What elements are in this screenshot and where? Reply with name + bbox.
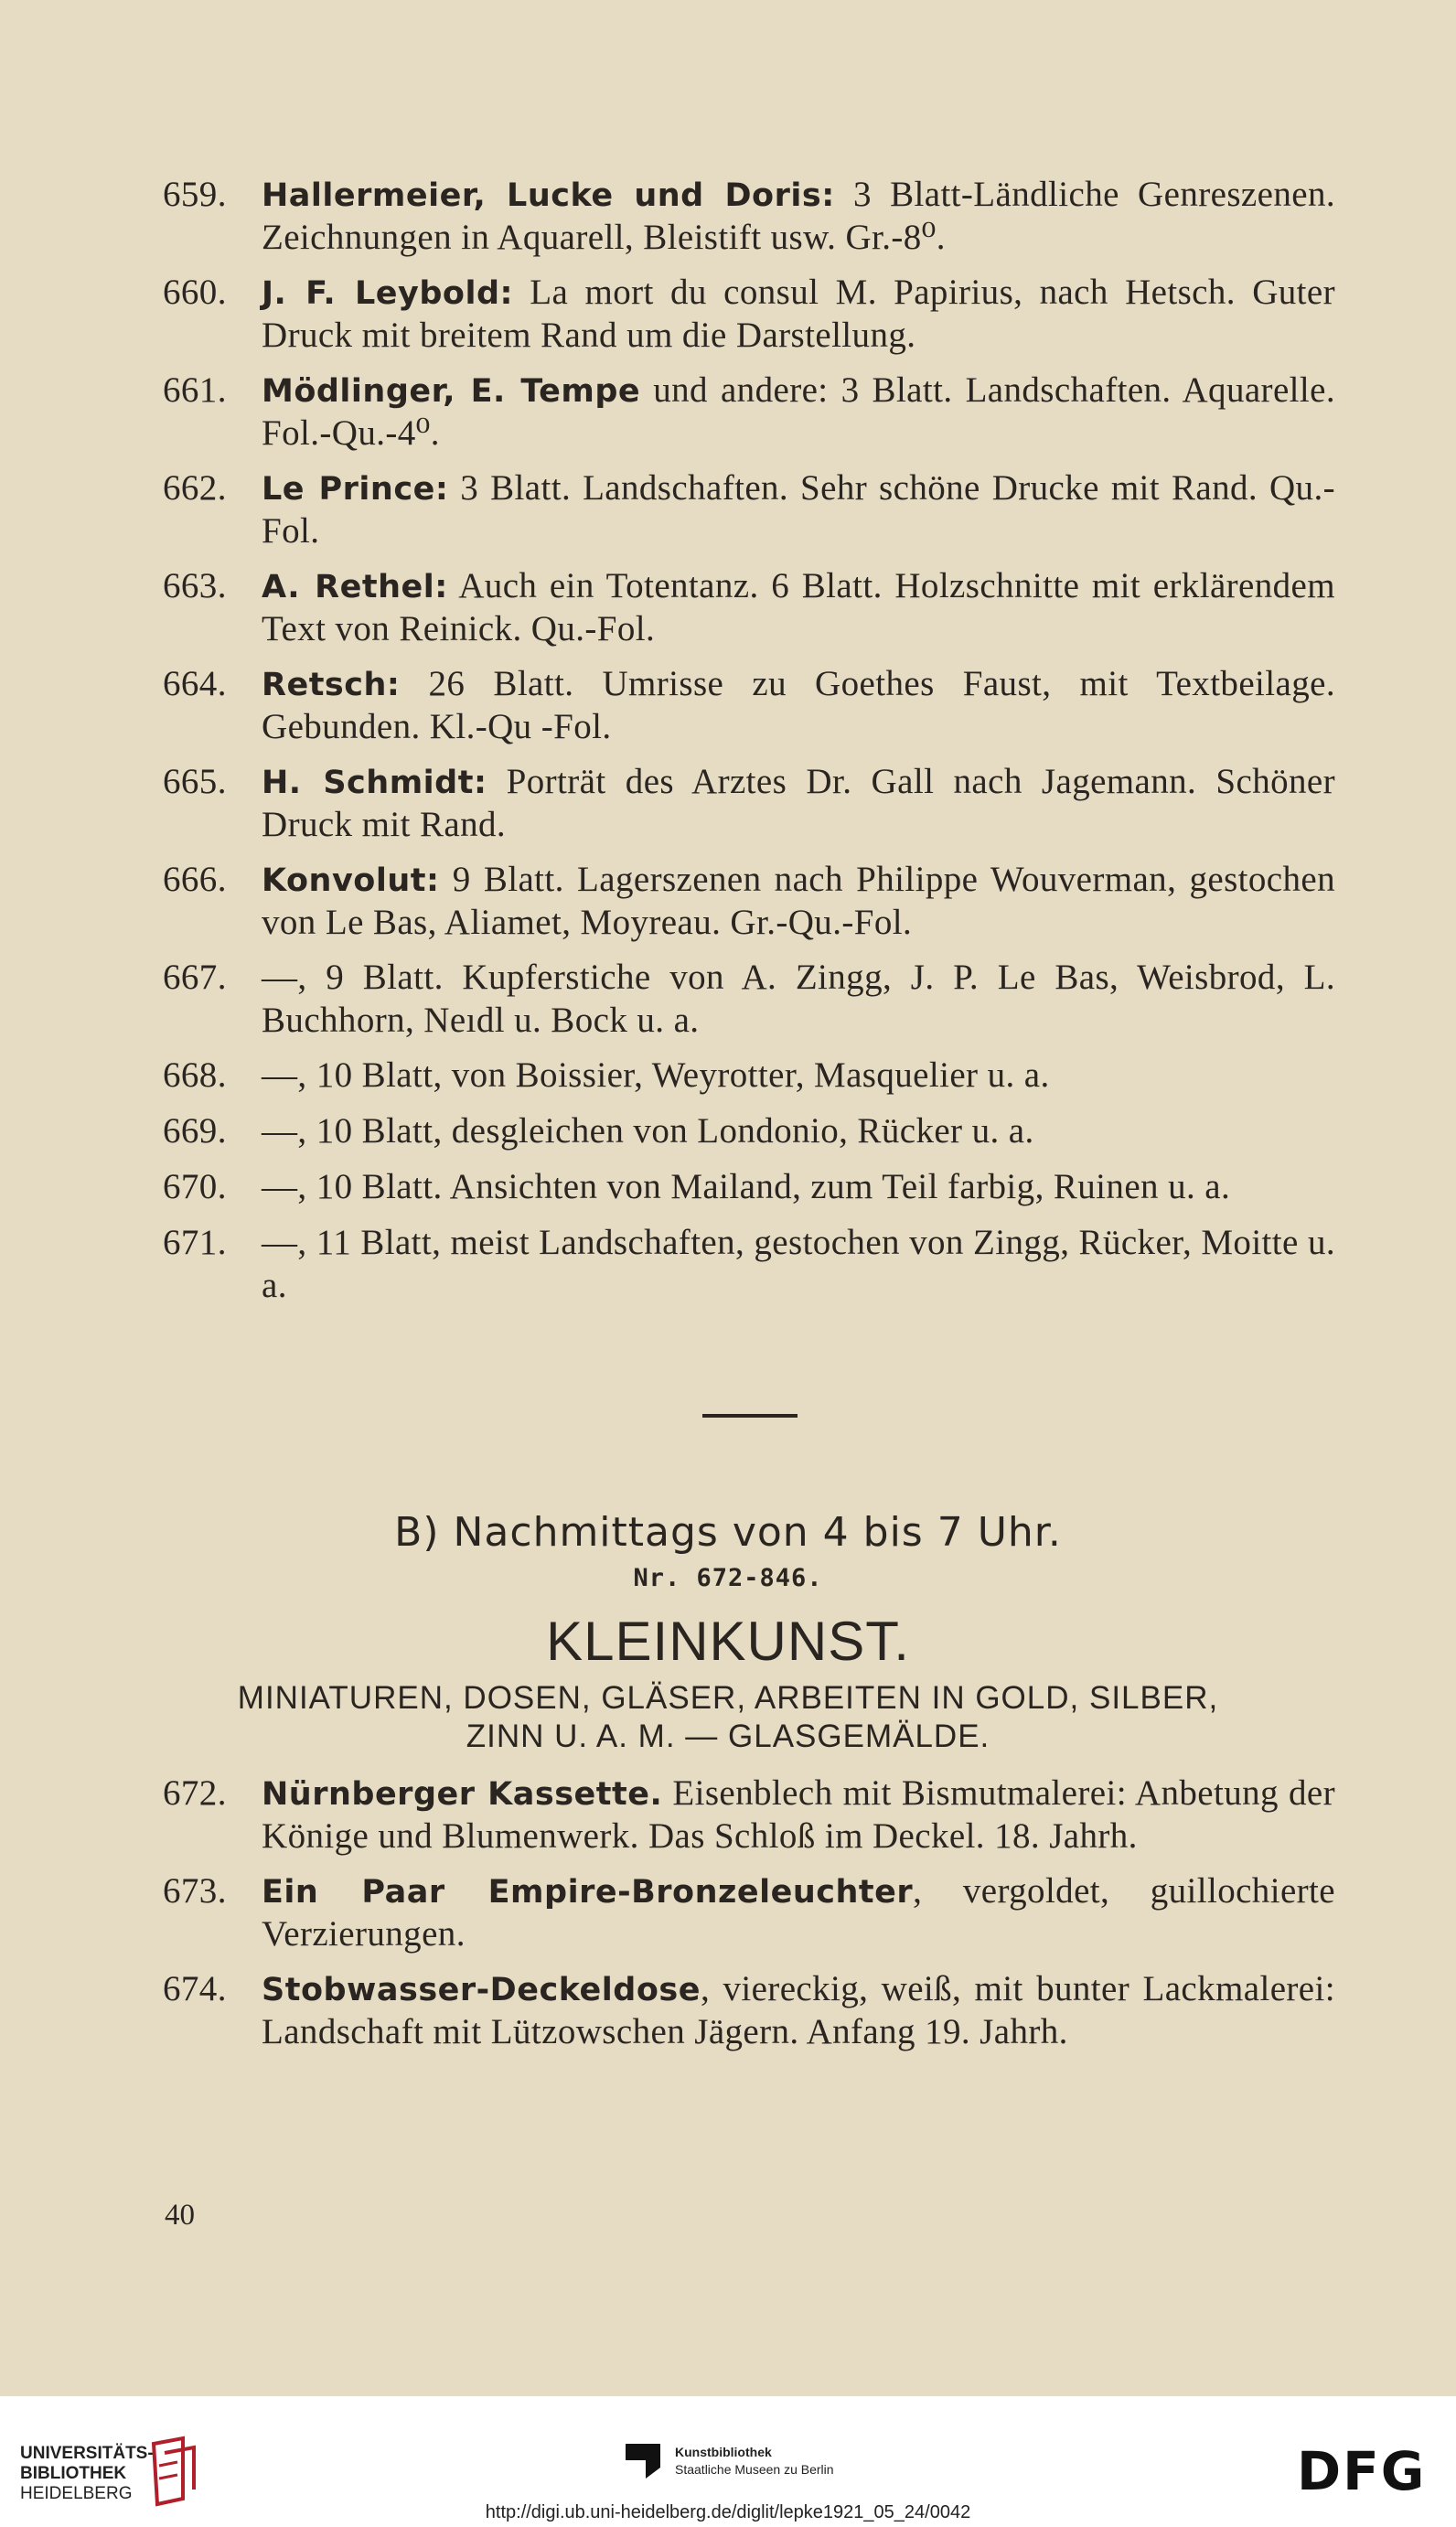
entry-number: 665. [163, 762, 227, 801]
entry-name: Ein Paar Empire-Bronzeleuchter [262, 1874, 914, 1911]
kunstbibliothek-logo-icon [622, 2440, 664, 2487]
entry-text: und andere: 3 Blatt. Landschaften. Aquarelle. Fol.-Qu.-4⁰. [262, 370, 1335, 453]
entry-number: 672. [163, 1773, 227, 1813]
entry-name: Hallermeier, Lucke und Doris: [262, 177, 835, 214]
section-subtitle [137, 1679, 1319, 1756]
entry-text: 3 Blatt-Ländliche Genreszenen. Zeichnungen in Aquarell, Bleistift usw. Gr.-8⁰. [262, 175, 1335, 257]
entry-name: J. F. Leybold: [262, 275, 514, 312]
entry-body [262, 663, 1335, 748]
entry-number: 668. [163, 1055, 227, 1095]
entry-text: 3 Blatt. Landschaften. Sehr schöne Drucke mit Rand. Qu.-Fol. [262, 468, 1335, 551]
entry-text: , viereckig, weiß, mit bunter Lackmalerei: Landschaft mit Lützowschen Jägern. Anfang 19. Jahrh. [262, 1969, 1335, 2051]
section-range: Nr. 672-846. [633, 1564, 823, 1592]
ub-emblem-icon [146, 2435, 205, 2512]
entry-number: 660. [163, 273, 227, 312]
entry-text: 26 Blatt. Umrisse zu Goethes Faust, mit Textbeilage. Gebunden. Kl.-Qu -Fol. [262, 664, 1335, 746]
permalink-url[interactable]: http://digi.ub.uni-heidelberg.de/diglit/lepke1921_05_24/0042 [485, 2502, 971, 2522]
section-title: KLEINKUNST. [546, 1611, 910, 1672]
dfg-logo[interactable]: DFG [1297, 2440, 1427, 2502]
section-heading: B) Nachmittags von 4 bis 7 Uhr. [394, 1509, 1062, 1556]
entry-text: —, 10 Blatt, desgleichen von Londonio, Rücker u. a. [262, 1111, 1034, 1151]
entry-name: Retsch: [262, 667, 401, 703]
entry-list [163, 174, 1335, 1320]
entry-number: 662. [163, 468, 227, 508]
entry-name: Konvolut: [262, 862, 440, 899]
catalog-entry [163, 1870, 1335, 1955]
catalog-entry [163, 369, 1335, 455]
entry-name: H. Schmidt: [262, 765, 487, 801]
catalog-entry [163, 565, 1335, 650]
catalog-entry [163, 1055, 1335, 1098]
entry-number: 664. [163, 664, 227, 703]
catalog-entry [163, 1772, 1335, 1858]
entry-body [262, 369, 1335, 455]
entry-body [262, 1166, 1335, 1209]
catalog-entry [163, 1968, 1335, 2053]
entry-number: 663. [163, 566, 227, 605]
page-number: 40 [165, 2199, 195, 2232]
entry-name: A. Rethel: [262, 569, 448, 605]
entry-text: —, 9 Blatt. Kupferstiche von A. Zingg, J. P. Le Bas, Weisbrod, L. Buchhorn, Neıdl u. Bock u. a. [262, 958, 1335, 1040]
entry-number: 670. [163, 1167, 227, 1206]
entry-body [262, 859, 1335, 944]
catalog-entry [163, 1110, 1335, 1153]
ub-logo-line3: HEIDELBERG [20, 2484, 133, 2503]
catalog-entry [163, 1222, 1335, 1307]
entry-body [262, 957, 1335, 1042]
ub-heidelberg-logo[interactable] [20, 2444, 154, 2504]
entry-body [262, 1870, 1335, 1955]
entry-body [262, 174, 1335, 259]
entry-text: Auch ein Totentanz. 6 Blatt. Holzschnitte mit erklärendem Text von Reinick. Qu.-Fol. [262, 566, 1336, 648]
entry-number: 669. [163, 1111, 227, 1151]
entry-name: Mödlinger, E. Tempe [262, 373, 641, 410]
entry-text: 9 Blatt. Lagerszenen nach Philippe Wouverman, gestochen von Le Bas, Aliamet, Moyreau. Gr.-Qu.-Fol. [262, 860, 1335, 942]
catalog-entry [163, 859, 1335, 944]
section-divider [702, 1414, 798, 1418]
entry-name: Stobwasser-Deckeldose [262, 1972, 701, 2008]
entry-name: Le Prince: [262, 471, 449, 508]
entry-text: Porträt des Arztes Dr. Gall nach Jagemann. Schöner Druck mit Rand. [262, 762, 1335, 844]
entry-body [262, 1055, 1335, 1098]
entry-number: 659. [163, 175, 227, 214]
entry-number: 667. [163, 958, 227, 997]
entry-name: Nürnberger Kassette. [262, 1776, 663, 1813]
entry-body [262, 1968, 1335, 2053]
kb-line2: Staatliche Museen zu Berlin [675, 2462, 834, 2477]
entry-number: 674. [163, 1969, 227, 2008]
entry-number: 673. [163, 1871, 227, 1911]
section-subtitle-line1: MINIATUREN, DOSEN, GLÄSER, ARBEITEN IN GOLD, SILBER, [237, 1680, 1219, 1716]
entry-text: —, 11 Blatt, meist Landschaften, gestochen von Zingg, Rücker, Moitte u. a. [262, 1223, 1335, 1305]
entry-number: 666. [163, 860, 227, 899]
catalog-entry [163, 761, 1335, 846]
kb-line1: Kunstbibliothek [675, 2445, 772, 2459]
entry-list-kleinkunst [163, 1772, 1335, 2066]
entry-text: Eisenblech mit Bismutmalerei: Anbetung der Könige und Blumenwerk. Das Schloß im Deckel. 18. Jahrh. [262, 1773, 1335, 1856]
entry-body [262, 272, 1335, 357]
catalog-entry [163, 272, 1335, 357]
entry-text: La mort du consul M. Papirius, nach Hetsch. Guter Druck mit breitem Rand um die Darstellung. [262, 273, 1335, 355]
kunstbibliothek-logo-text[interactable] [675, 2444, 834, 2479]
entry-number: 671. [163, 1223, 227, 1262]
entry-body [262, 1222, 1335, 1307]
catalog-entry [163, 663, 1335, 748]
entry-body [262, 467, 1335, 552]
ub-logo-line1: UNIVERSITÄTS- [20, 2444, 154, 2463]
ub-logo-line2: BIBLIOTHEK [20, 2464, 127, 2483]
entry-body [262, 1110, 1335, 1153]
catalog-entry [163, 1166, 1335, 1209]
entry-body [262, 761, 1335, 846]
entry-body [262, 1772, 1335, 1858]
entry-text: , vergoldet, guillochierte Verzierungen. [262, 1871, 1335, 1954]
catalog-entry [163, 467, 1335, 552]
entry-text: —, 10 Blatt. Ansichten von Mailand, zum Teil farbig, Ruinen u. a. [262, 1167, 1231, 1206]
entry-text: —, 10 Blatt, von Boissier, Weyrotter, Masquelier u. a. [262, 1055, 1050, 1095]
catalog-entry [163, 174, 1335, 259]
entry-number: 661. [163, 370, 227, 410]
catalog-entry [163, 957, 1335, 1042]
viewer-footer [0, 2396, 1456, 2527]
section-subtitle-line2: ZINN U. A. M. — GLASGEMÄLDE. [466, 1719, 990, 1754]
entry-body [262, 565, 1335, 650]
